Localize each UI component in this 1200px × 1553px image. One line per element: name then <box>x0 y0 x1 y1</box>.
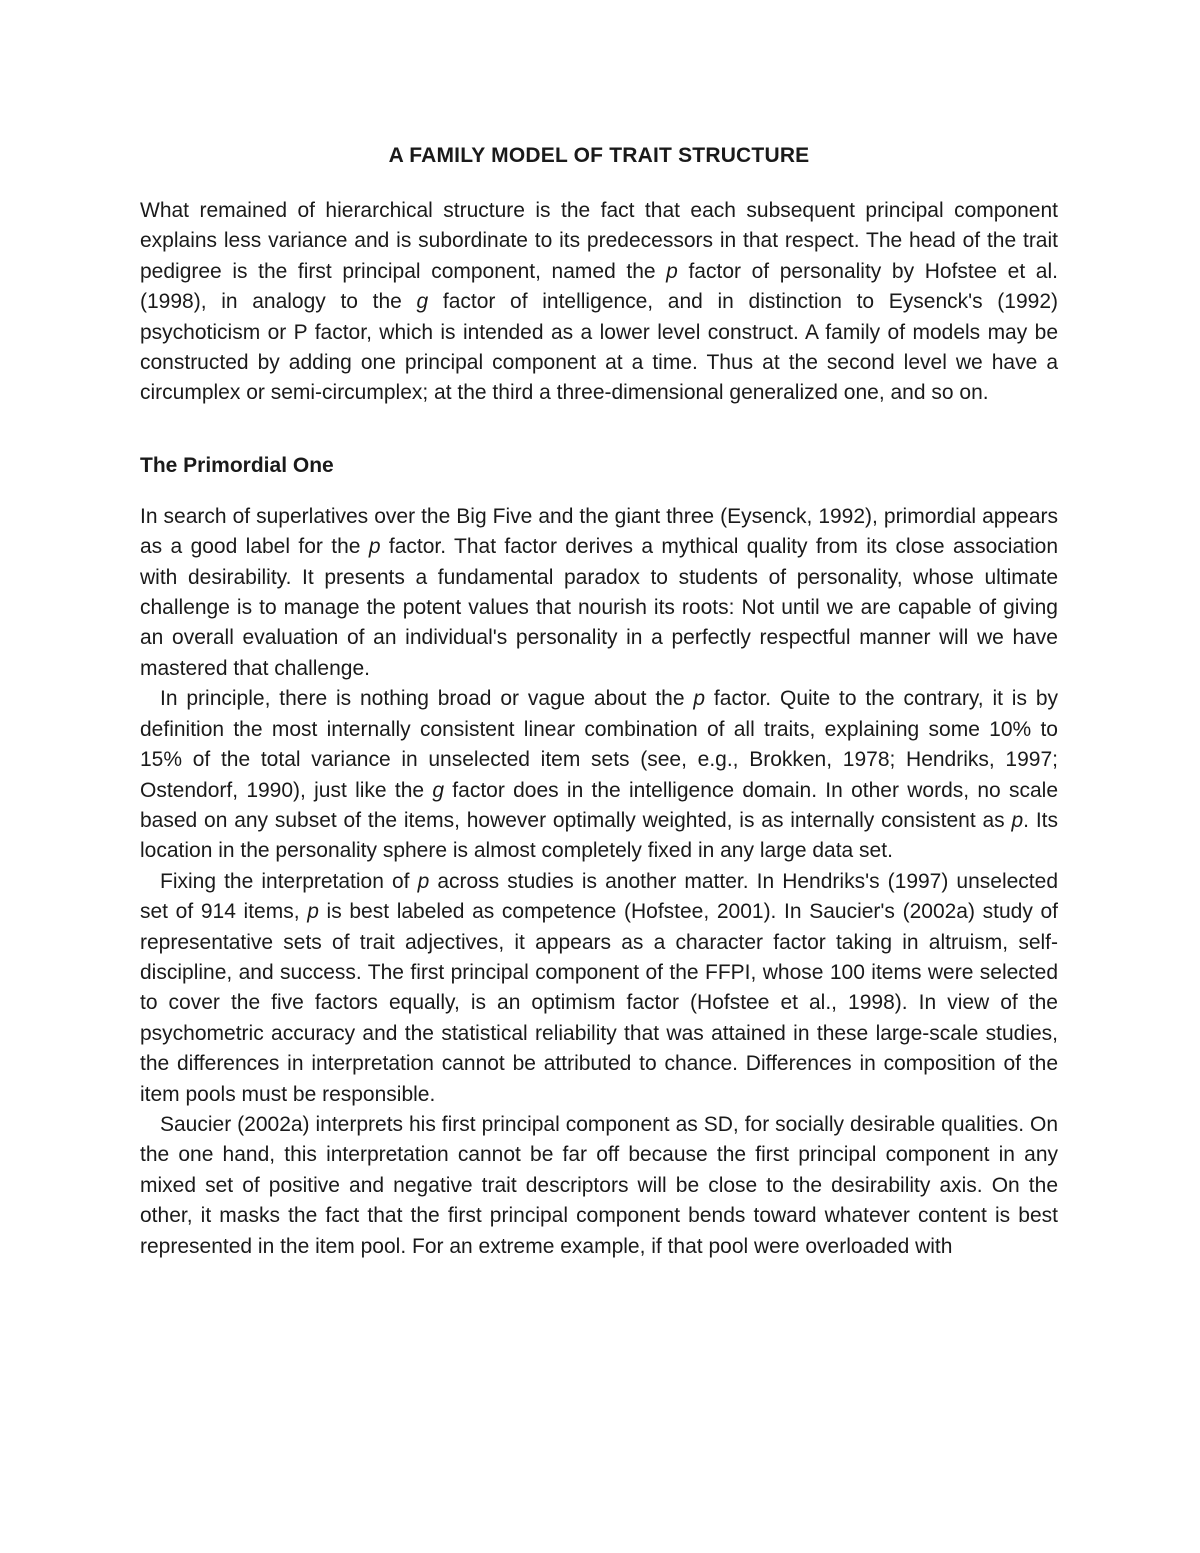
italic-symbol: p <box>666 259 678 283</box>
italic-symbol: p <box>307 900 319 924</box>
document-title: A FAMILY MODEL OF TRAIT STRUCTURE <box>388 144 810 167</box>
intro-paragraph: What remained of hierarchical structure is the fact that each subsequent principal component explains less variance and is subordinate to its predecessors in that respect. The head of the trait pedigree is the first principal component, named the p factor of personality by Hofstee et al. (1998), in analogy to the g factor of intelligence, and in distinction to Eysenck's (1992) psychoticism or P factor, which is intended as a lower level construct. A family of models may be constructed by adding one principal component at a time. Thus at the second level we have a circumplex or semi-circumplex; at the third a three-dimensional generalized one, and so on. <box>140 199 1058 405</box>
italic-symbol: p <box>1011 808 1024 832</box>
section-paragraph-4: Saucier (2002a) interprets his first principal component as SD, for socially desirable qualities. On the one hand, this interpretation cannot be far off because the first principal component in any mixed set of positive and negative trait descriptors will be close to the desirability axis. On the other, it masks the fact that the first principal component bends toward whatever content is best represented in the item pool. For an extreme example, if that pool were overloaded with <box>140 1112 1058 1258</box>
section-heading: The Primordial One <box>140 453 334 477</box>
italic-symbol: p <box>417 869 430 893</box>
italic-symbol: p <box>693 687 706 711</box>
italic-symbol: g <box>416 290 429 314</box>
italic-symbol: p <box>368 535 381 559</box>
italic-symbol: g <box>432 778 445 802</box>
section-paragraph-3: Fixing the interpretation of p across studies is another matter. In Hendriks's (1997) unselected set of 914 items, p is best labeled as competence (Hofstee, 2001). In Saucier's (2002a) study of representative sets of trait adjectives, it appears as a character factor taking in altruism, self-discipline, and success. The first principal component of the FFPI, whose 100 items were selected to cover the five factors equally, is an optimism factor (Hofstee et al., 1998). In view of the psychometric accuracy and the statistical reliability that was attained in these large-scale studies, the differences in interpretation cannot be attributed to chance. Differences in composition of the item pools must be responsible. <box>140 869 1058 1106</box>
section-paragraph-1: In search of superlatives over the Big Five and the giant three (Eysenck, 1992), primordial appears as a good label for the p factor. That factor derives a mythical quality from its close association with desirability. It presents a fundamental paradox to students of personality, whose ultimate challenge is to manage the potent values that nourish its roots: Not until we are capable of giving an overall evaluation of an individual's personality in a perfectly respectful manner will we have mastered that challenge. <box>140 504 1059 680</box>
section-paragraph-2: In principle, there is nothing broad or vague about the p factor. Quite to the contrary, it is by definition the most internally consistent linear combination of all traits, explaining some 10% to 15% of the total variance in unselected item sets (see, e.g., Brokken, 1978; Hendriks, 1997; Ostendorf, 1990), just like the g factor does in the intelligence domain. In other words, no scale based on any subset of the items, however optimally weighted, is as internally consistent as p. Its location in the personality sphere is almost completely fixed in any large data set. <box>140 687 1059 863</box>
